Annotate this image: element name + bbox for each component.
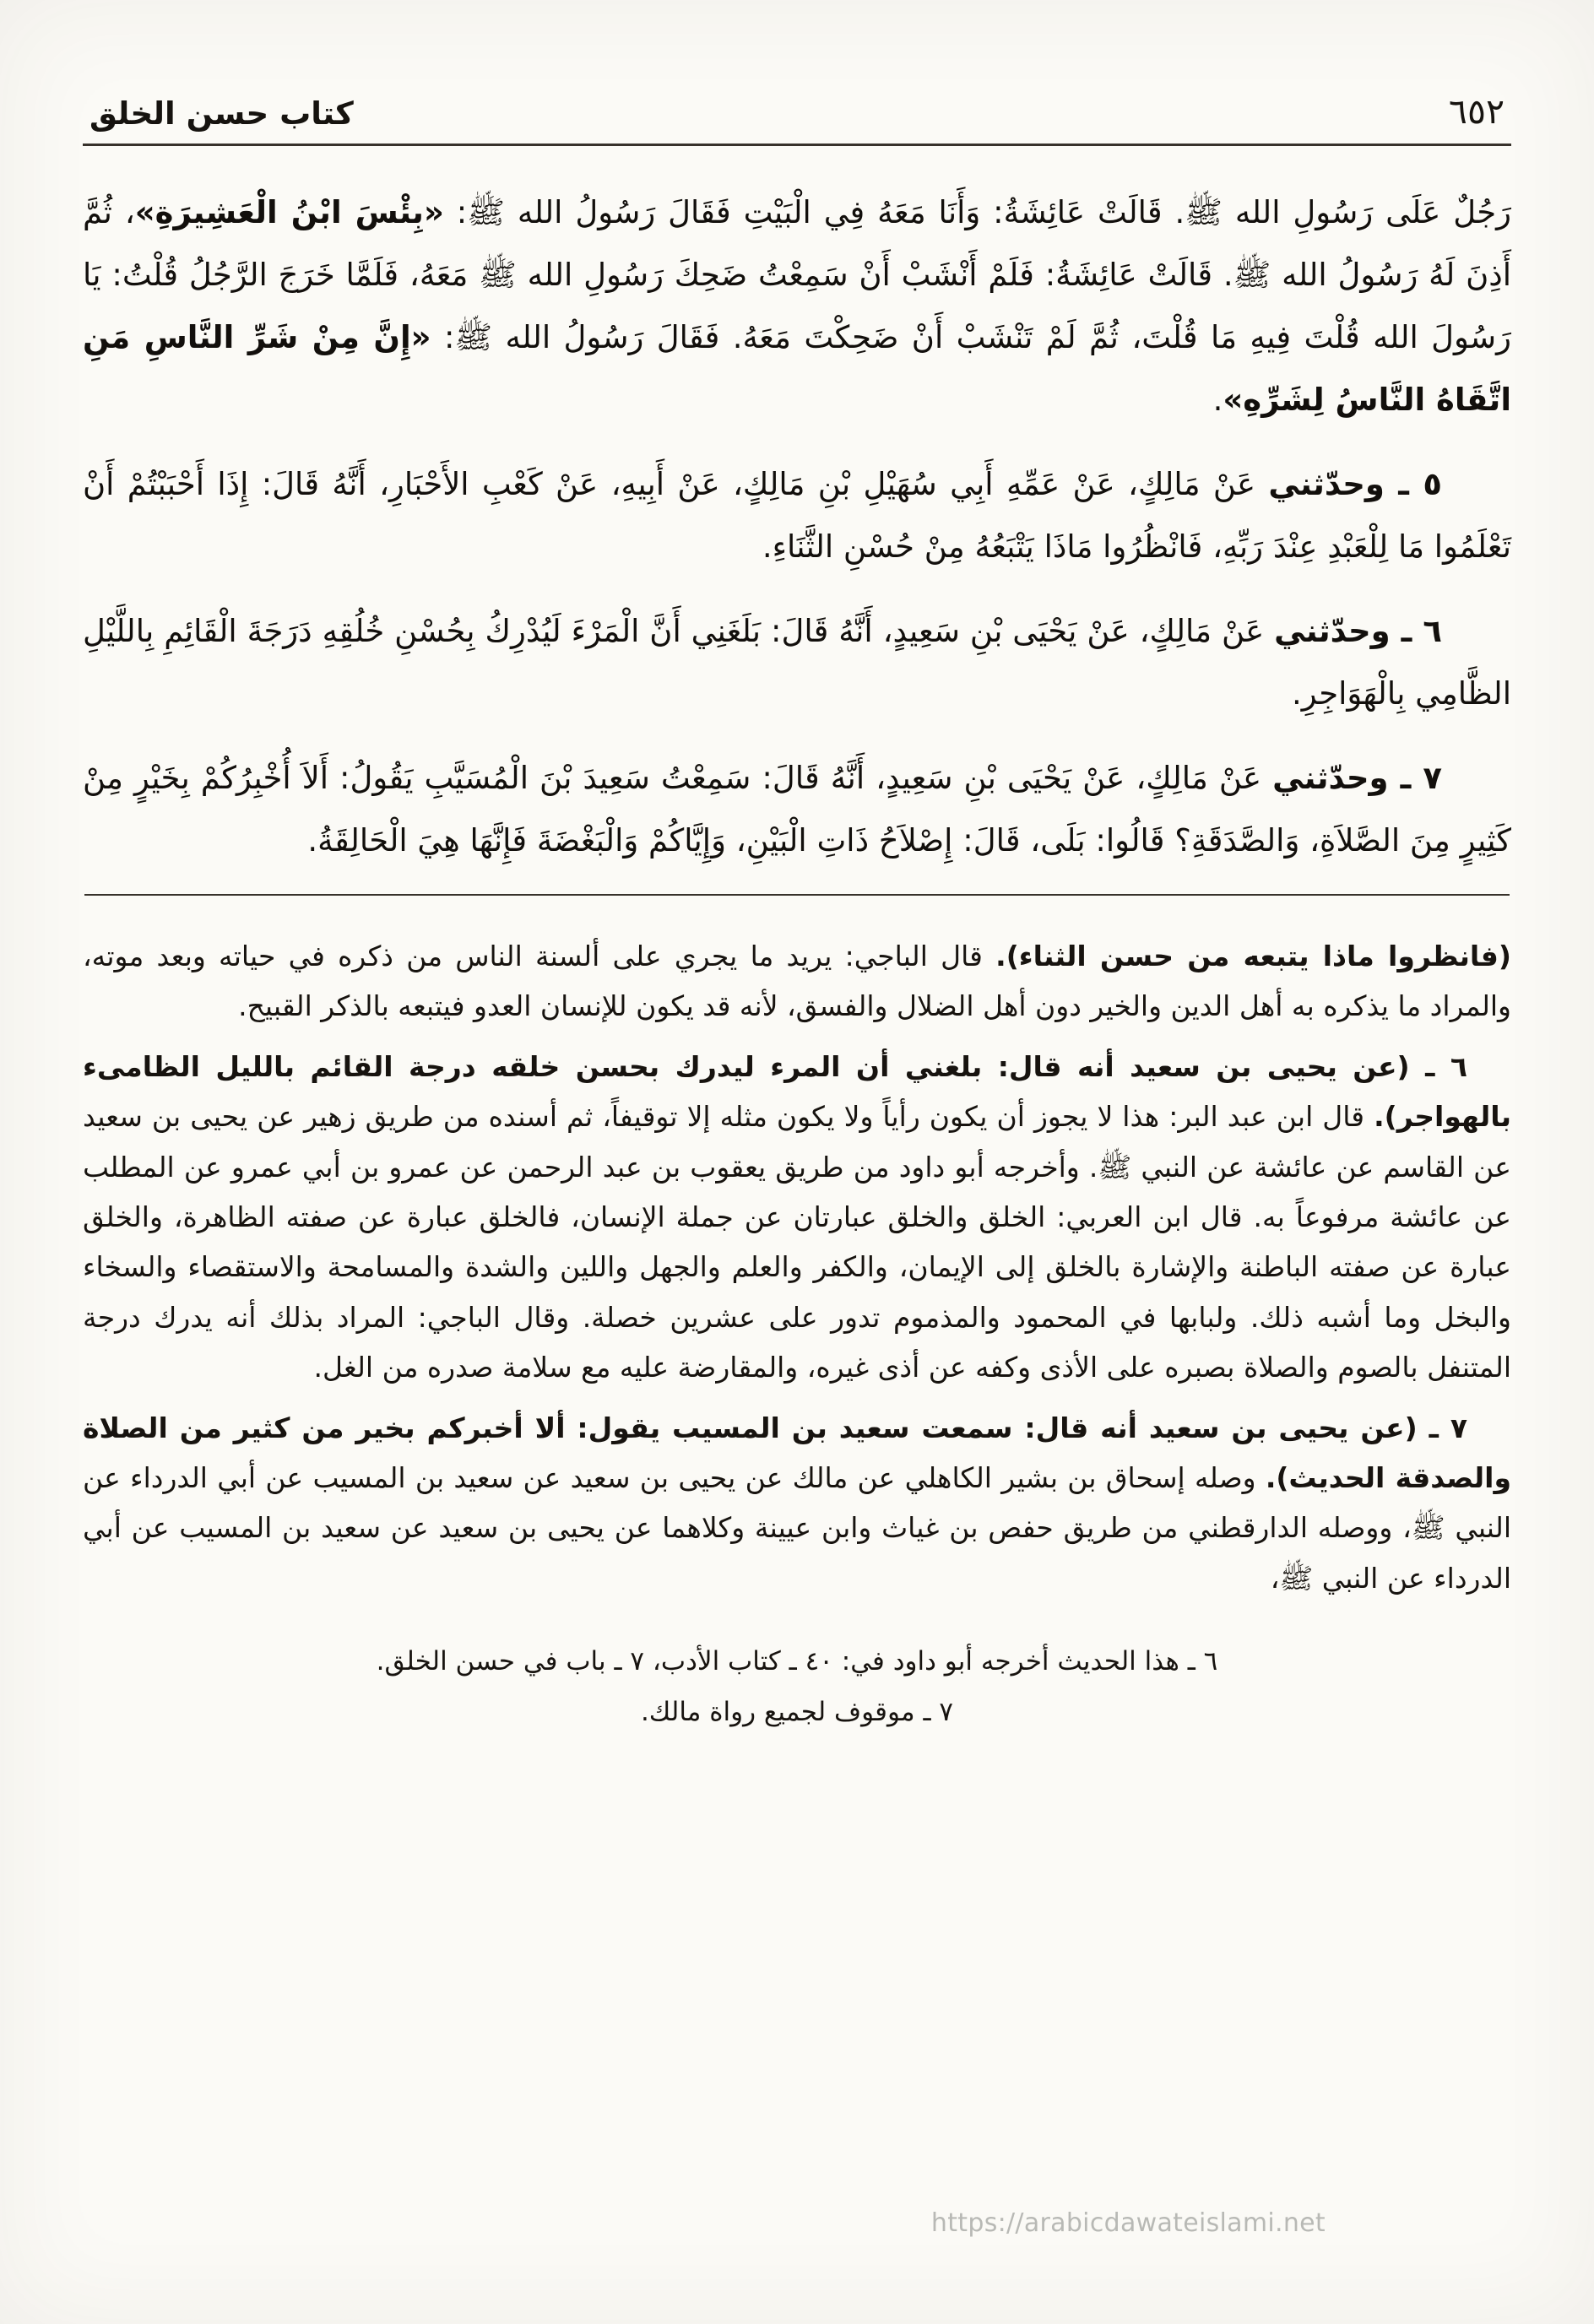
footnote-6: ٦ ـ هذا الحديث أخرجه أبو داود في: ٤٠ ـ كتاب الأدب، ٧ ـ باب في حسن الخلق. — [376, 1646, 1218, 1677]
commentary-para-6 — [83, 1042, 1511, 1393]
hadith-4-continuation — [83, 181, 1511, 431]
matn-text: . — [1212, 382, 1223, 418]
commentary-text: وصله إسحاق بن بشير الكاهلي عن مالك عن يحيى بن سعيد عن سعيد بن المسيب عن أبي الدرداء عن النبي ﷺ، ووصله الدارقطني من طريق حفص بن غياث وابن عيينة وكلاهما عن يحيى بن سعيد عن سعيد بن المسيب عن أبي الدرداء عن النبي ﷺ، — [83, 1460, 1511, 1595]
matn-text: ، ثُمَّ أَذِنَ لَهُ رَسُولُ الله ﷺ. قَالَتْ عَائِشَةُ: فَلَمْ أَنْشَبْ أَنْ سَمِعْتُ ضَحِكَ رَسُولِ الله ﷺ مَعَهُ، فَلَمَّا خَرَجَ الرَّجُلُ قُلْتُ: يَا رَسُولَ الله قُلْتَ فِيهِ مَا قُلْتَ، ثُمَّ لَمْ تَنْشَبْ أَنْ ضَحِكْتَ مَعَهُ. فَقَالَ رَسُولُ الله ﷺ: — [83, 194, 1511, 355]
hadith-5 — [83, 453, 1511, 578]
page-number: ٦٥٢ — [1448, 91, 1505, 132]
matn-text: عَنْ مَالِكٍ، عَنْ يَحْيَى بْنِ سَعِيدٍ، أَنَّهُ قَالَ: بَلَغَنِي أَنَّ الْمَرْءَ لَيُدْرِكُ بِحُسْنِ خُلُقِهِ دَرَجَةَ الْقَائِمِ بِاللَّيْلِ الظَّامِي بِالْهَوَاجِرِ. — [83, 613, 1511, 712]
hadith-7 — [83, 747, 1511, 872]
matn-text: عَنْ مَالِكٍ، عَنْ عَمِّهِ أَبِي سُهَيْلِ بْنِ مَالِكٍ، عَنْ أَبِيهِ، عَنْ كَعْبِ الأَحْبَارِ، أَنَّهُ قَالَ: إِذَا أَحْبَبْتُمْ أَنْ تَعْلَمُوا مَا لِلْعَبْدِ عِنْدَ رَبِّهِ، فَانْظُرُوا مَاذَا يَتْبَعُهُ مِنْ حُسْنِ الثَّنَاءِ. — [83, 466, 1511, 565]
commentary-para-7 — [83, 1403, 1511, 1604]
hadith-number-lead: ٥ ـ وحدّثني — [1268, 466, 1442, 502]
hadith-number-lead: ٦ ـ وحدّثني — [1274, 613, 1442, 649]
matn-section — [83, 181, 1511, 872]
hadith-quote-bold: «إِنَّ مِنْ شَرِّ النَّاسِ مَنِ اتَّقَاهُ النَّاسُ لِشَرِّهِ» — [83, 319, 1511, 418]
footnote-7: ٧ ـ موقوف لجميع رواة مالك. — [640, 1696, 954, 1727]
commentary-para-1 — [83, 931, 1511, 1032]
hadith-6 — [83, 600, 1511, 725]
header-rule — [83, 144, 1511, 146]
watermark-url: https://arabicdawateislami.net — [930, 2208, 1326, 2238]
footnotes — [83, 1639, 1511, 1736]
commentary-lemma-bold: (فانظروا ماذا يتبعه من حسن الثناء). — [995, 940, 1511, 972]
book-title: كتاب حسن الخلق — [89, 95, 354, 132]
commentary-text: قال الباجي: يريد ما يجري على ألسنة الناس من ذكره في حياته وبعد موته، والمراد ما يذكره به أهل الدين والخير دون أهل الضلال والفسق، لأنه قد يكون للإنسان العدو فيتبعه بالذكر القبيح. — [83, 940, 1511, 1023]
hadith-number-lead: ٧ ـ وحدّثني — [1272, 760, 1442, 796]
matn-text: عَنْ مَالِكٍ، عَنْ يَحْيَى بْنِ سَعِيدٍ، أَنَّهُ قَالَ: سَمِعْتُ سَعِيدَ بْنَ الْمُسَيَّبِ يَقُولُ: أَلاَ أُخْبِرُكُمْ بِخَيْرٍ مِنْ كَثِيرٍ مِنَ الصَّلاَةِ، وَالصَّدَقَةِ؟ قَالُوا: بَلَى، قَالَ: إِصْلاَحُ ذَاتِ الْبَيْنِ، وَإِيَّاكُمْ وَالْبَغْضَةَ فَإِنَّهَا هِيَ الْحَالِقَةُ. — [83, 760, 1511, 859]
page-header — [83, 91, 1511, 132]
commentary-section — [83, 931, 1511, 1603]
commentary-lemma-bold: ٧ ـ (عن يحيى بن سعيد أنه قال: سمعت سعيد بن المسيب يقول: ألا أخبركم بخير من كثير من الصلاة والصدقة الحديث). — [83, 1411, 1511, 1494]
matn-text: رَجُلٌ عَلَى رَسُولِ الله ﷺ. قَالَتْ عَائِشَةُ: وَأَنَا مَعَهُ فِي الْبَيْتِ فَقَالَ رَسُولُ الله ﷺ: — [443, 194, 1511, 230]
commentary-text: قال ابن عبد البر: هذا لا يجوز أن يكون رأياً ولا يكون مثله إلا توقيفاً، ثم أسنده من طريق زهير عن يحيى بن سعيد عن القاسم عن عائشة عن النبي ﷺ. وأخرجه أبو داود من طريق يعقوب بن عبد الرحمن عن عمرو بن أبي عمرو عن المطلب عن عائشة مرفوعاً به. قال ابن العربي: الخلق والخلق عبارتان عن جملة الإنسان، فالخلق عبارة عن صفته الظاهرة، والخلق عبارة عن صفته الباطنة والإشارة بالخلق إلى الإيمان، والكفر والعلم والجهل واللين والشدة والمسامحة والاستقصاء والسخاء والبخل وما أشبه ذلك. ولبابها في المحمود والمذموم تدور على عشرين خصلة. وقال الباجي: المراد بذلك أنه يدرك درجة المتنفل بالصوم والصلاة بصبره على الأذى وكفه عن أذى غيره، والمقارضة عليه مع سلامة صدره من الغل. — [83, 1100, 1511, 1384]
commentary-divider — [84, 894, 1510, 896]
hadith-quote-bold: «بِئْسَ ابْنُ الْعَشِيرَةِ» — [134, 194, 444, 230]
commentary-lemma-bold: ٦ ـ (عن يحيى بن سعيد أنه قال: بلغني أن المرء ليدرك بحسن خلقه درجة القائم بالليل الظامىء بالهواجر). — [83, 1049, 1511, 1134]
